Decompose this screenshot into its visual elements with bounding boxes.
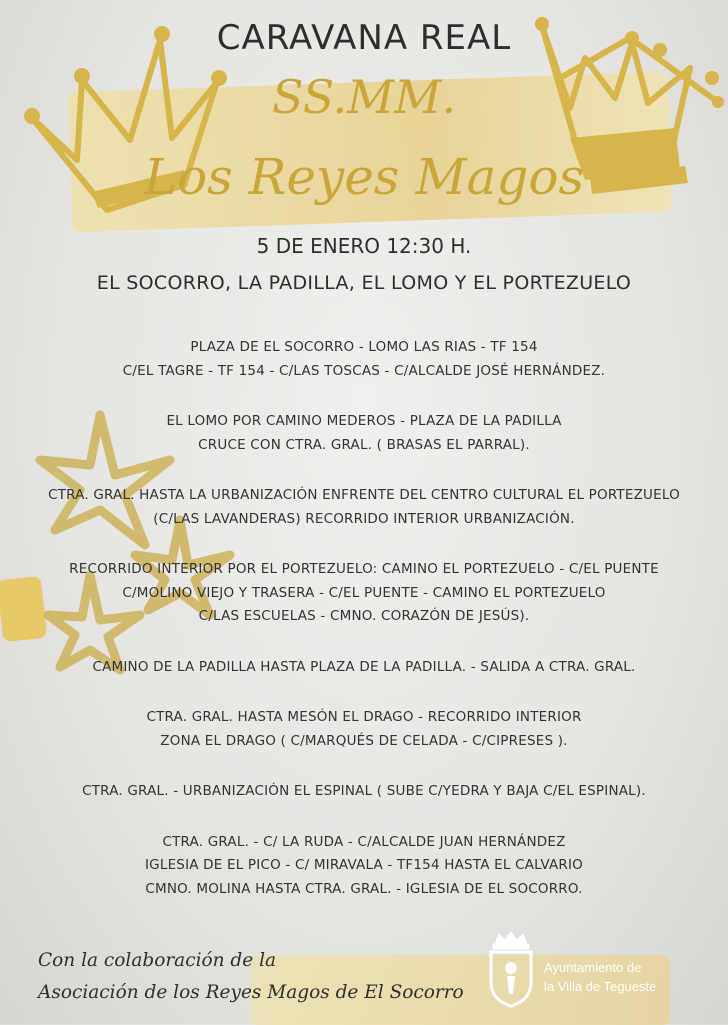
route-line: CAMINO DE LA PADILLA HASTA PLAZA DE LA PADILLA. - SALIDA A CTRA. GRAL. — [92, 658, 636, 675]
route-line: C/LAS ESCUELAS - CMNO. CORAZÓN DE JESÚS). — [198, 608, 530, 624]
route-line: CTRA. GRAL. - URBANIZACIÓN EL ESPINAL ( SUBE C/YEDRA Y BAJA C/EL ESPINAL). — [82, 783, 646, 799]
event-places: EL SOCORRO, LA PADILLA, EL LOMO Y EL PORTEZUELO — [96, 272, 632, 294]
subtitle-reyes-magos: Los Reyes Magos — [143, 148, 585, 206]
route-line: RECORRIDO INTERIOR POR EL PORTEZUELO: CAMINO EL PORTEZUELO - C/EL PUENTE — [69, 561, 659, 577]
route-line: C/MOLINO VIEJO Y TRASERA - C/EL PUENTE - CAMINO EL PORTEZUELO — [122, 584, 606, 601]
collab-line: Asociación de los Reyes Magos de El Socorro — [38, 982, 464, 1003]
route-item — [20, 558, 708, 629]
route-line: CTRA. GRAL. - C/ LA RUDA - C/ALCALDE JUAN HERNÁNDEZ — [162, 833, 566, 850]
route-line: CMNO. MOLINA HASTA CTRA. GRAL. - IGLESIA DE EL SOCORRO. — [145, 880, 583, 897]
route-item — [20, 484, 708, 531]
route-line: EL LOMO POR CAMINO MEDEROS - PLAZA DE LA PADILLA — [166, 413, 562, 429]
event-date-time: 5 DE ENERO 12:30 H. — [256, 234, 472, 258]
route-line: CRUCE CON CTRA. GRAL. ( BRASAS EL PARRAL). — [198, 436, 530, 453]
collaboration-credit — [38, 945, 464, 1009]
page-title: CARAVANA REAL — [216, 18, 512, 58]
route-item — [20, 831, 708, 902]
municipality-name — [544, 958, 656, 996]
route-item — [20, 336, 708, 383]
route-line: ZONA EL DRAGO ( C/MARQUÉS DE CELADA - C/CIPRESES ). — [160, 732, 568, 749]
route-line: PLAZA DE EL SOCORRO - LOMO LAS RIAS - TF 154 — [190, 339, 538, 355]
route-item — [20, 706, 708, 753]
collab-line: Con la colaboración de la — [38, 950, 277, 971]
route-list — [20, 336, 708, 928]
route-line: (C/LAS LAVANDERAS) RECORRIDO INTERIOR URBANIZACIÓN. — [153, 510, 575, 527]
route-item — [20, 656, 708, 680]
route-line: CTRA. GRAL. HASTA LA URBANIZACIÓN ENFRENTE DEL CENTRO CULTURAL EL PORTEZUELO — [48, 487, 680, 503]
route-item — [20, 410, 708, 457]
route-line: C/EL TAGRE - TF 154 - C/LAS TOSCAS - C/ALCALDE JOSÉ HERNÁNDEZ. — [122, 362, 606, 379]
subtitle-ssmm: SS.MM. — [271, 70, 457, 124]
municipality-line: la Villa de Tegueste — [544, 979, 657, 994]
route-line: CTRA. GRAL. HASTA MESÓN EL DRAGO - RECORRIDO INTERIOR — [146, 709, 582, 725]
municipal-shield-icon — [485, 930, 537, 1008]
municipality-line: Ayuntamiento de — [544, 960, 642, 975]
route-line: IGLESIA DE EL PICO - C/ MIRAVALA - TF154 HASTA EL CALVARIO — [145, 857, 583, 873]
route-item — [20, 780, 708, 804]
